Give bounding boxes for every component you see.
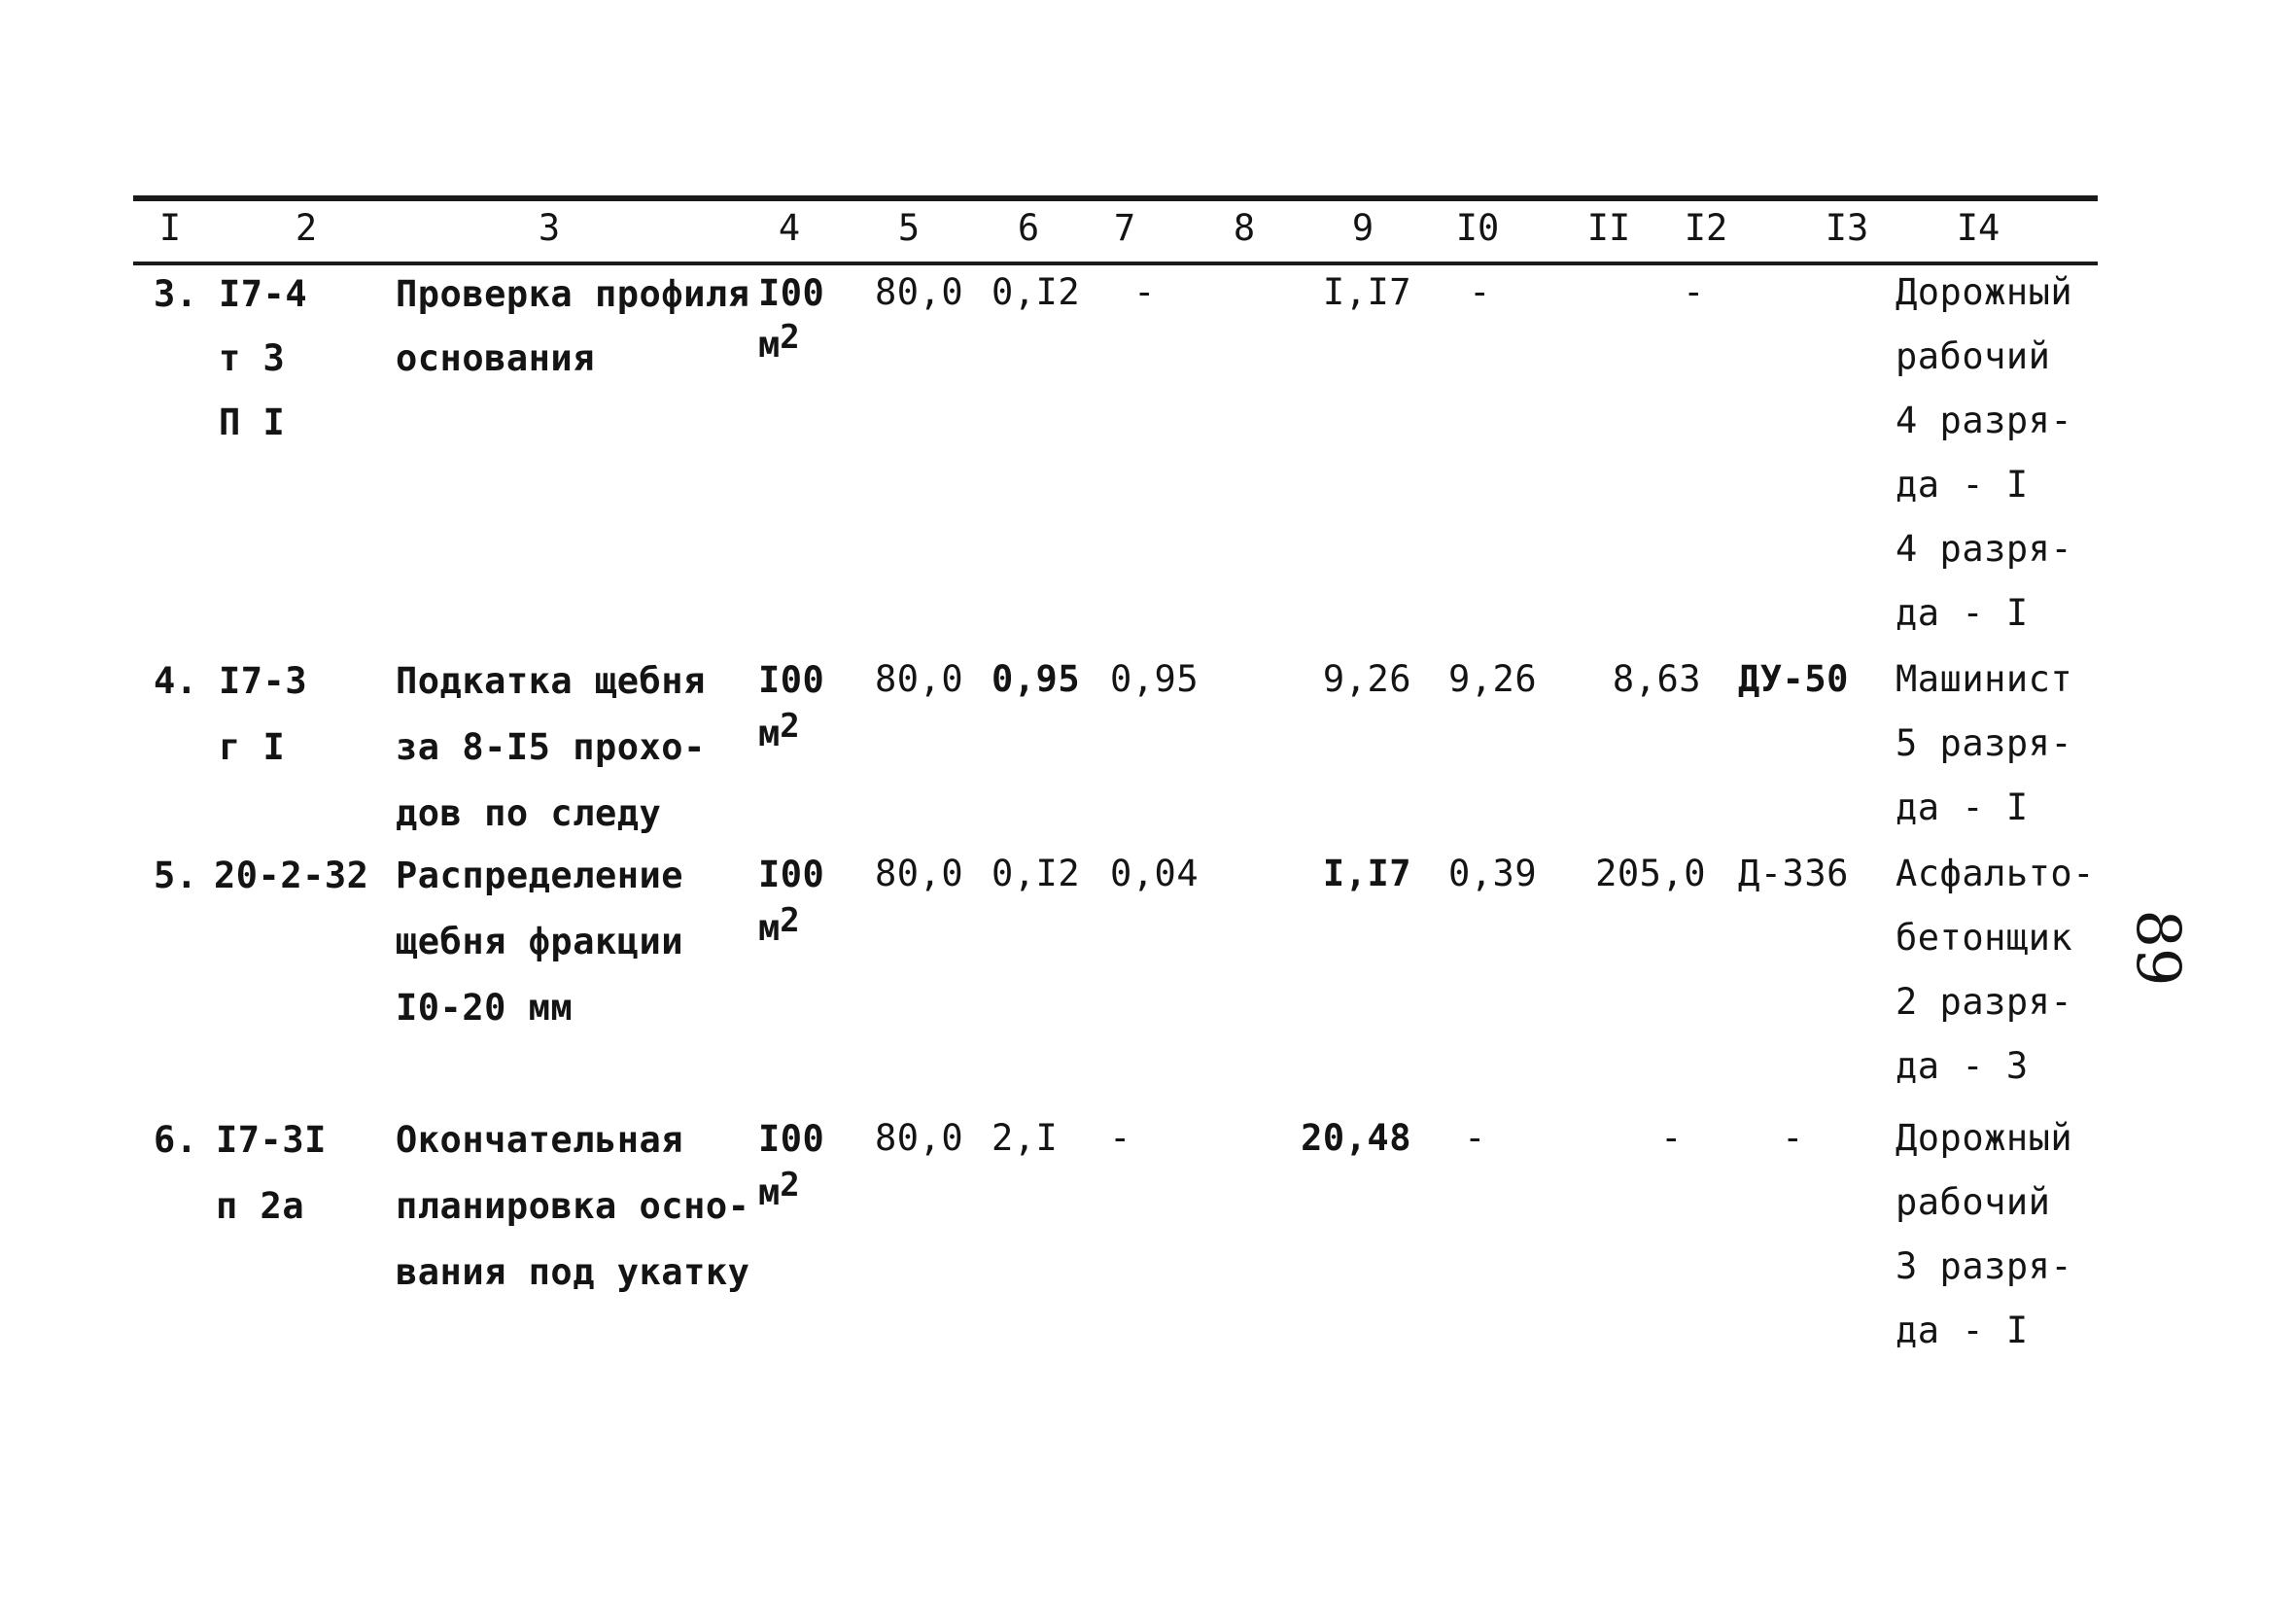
col5-value: 80,0 [875, 1117, 964, 1159]
worker-line: да - I [1896, 786, 2029, 828]
norm-code-line: I7-3I [216, 1119, 327, 1161]
col9-value: I,I7 [1322, 853, 1411, 894]
unit-symbol: $м^2$ [758, 707, 800, 754]
work-name-line: планировка осно- [396, 1185, 750, 1227]
work-name-line: Окончательная [396, 1119, 684, 1161]
unit-symbol: $м^2$ [758, 901, 800, 949]
col13-value: Д-336 [1738, 853, 1849, 894]
col12-value: - [1683, 271, 1705, 313]
norm-code-line: I7-3 [219, 660, 308, 702]
row-number: 3. [154, 273, 198, 315]
column-header-13: I3 [1825, 207, 1869, 249]
worker-line: да - I [1896, 464, 2029, 506]
norm-code-line: I7-4 [219, 273, 308, 315]
work-name-line: Распределение [396, 855, 684, 896]
col10-value: - [1464, 1117, 1486, 1159]
unit-value: I00 [758, 1118, 825, 1160]
worker-line: 4 разря- [1896, 528, 2073, 570]
col10-value: - [1469, 271, 1491, 313]
col6-value: 0,I2 [991, 853, 1081, 894]
col9-value: 20,48 [1301, 1117, 1411, 1159]
worker-line: Дорожный [1896, 1117, 2073, 1159]
row-number: 5. [154, 855, 198, 896]
col10-value: 0,39 [1448, 853, 1538, 894]
column-header-9: 9 [1351, 207, 1374, 249]
unit-value: I00 [758, 854, 825, 895]
unit-value: I00 [758, 272, 825, 314]
column-header-7: 7 [1113, 207, 1136, 249]
worker-line: бетонщик [1896, 917, 2073, 959]
norm-code-line: 20-2-32 [214, 855, 369, 896]
norm-code-line: п 2а [216, 1185, 305, 1227]
column-header-4: 4 [778, 207, 801, 249]
column-header-11: II [1586, 207, 1631, 249]
work-name-line: щебня фракции [396, 921, 684, 962]
norm-code-line: П I [219, 402, 286, 443]
col11-value: 205,0 [1595, 853, 1706, 894]
col10-value: 9,26 [1448, 658, 1538, 700]
column-header-5: 5 [897, 207, 921, 249]
col9-value: I,I7 [1322, 271, 1411, 313]
column-header-2: 2 [295, 207, 318, 249]
norm-code-line: т 3 [219, 337, 286, 379]
column-header-6: 6 [1017, 207, 1040, 249]
col13-value: - [1782, 1117, 1804, 1159]
col5-value: 80,0 [875, 271, 964, 313]
column-header-8: 8 [1233, 207, 1256, 249]
col5-value: 80,0 [875, 853, 964, 894]
col13-value: ДУ-50 [1738, 658, 1849, 700]
col12-value: - [1660, 1117, 1683, 1159]
column-header-3: 3 [538, 207, 561, 249]
worker-line: 5 разря- [1896, 722, 2073, 764]
unit-value: I00 [758, 659, 825, 701]
page-number: 89 [2123, 909, 2194, 987]
col6-value: 2,I [991, 1117, 1059, 1159]
unit-symbol: $м^2$ [758, 318, 800, 366]
worker-line: рабочий [1896, 335, 2051, 377]
col7-value: 0,04 [1110, 853, 1200, 894]
worker-line: да - I [1896, 592, 2029, 634]
col9-value: 9,26 [1322, 658, 1411, 700]
work-name-line: вания под укатку [396, 1251, 750, 1293]
worker-line: 3 разря- [1896, 1245, 2073, 1287]
worker-line: Асфальто- [1896, 853, 2095, 894]
col12-value: 8,63 [1612, 658, 1701, 700]
worker-line: Машинист [1896, 658, 2073, 700]
worker-line: рабочий [1896, 1181, 2051, 1223]
col7-value: - [1133, 271, 1156, 313]
col7-value: 0,95 [1110, 658, 1200, 700]
work-name-line: за 8-I5 прохо- [396, 726, 706, 768]
norm-code-line: г I [219, 726, 286, 768]
work-name-line: I0-20 мм [396, 987, 574, 1029]
column-header-12: I2 [1684, 207, 1728, 249]
worker-line: да - I [1896, 1310, 2029, 1351]
worker-line: 4 разря- [1896, 400, 2073, 441]
column-header-10: I0 [1455, 207, 1500, 249]
work-name-line: дов по следу [396, 792, 662, 834]
work-name-line: Подкатка щебня [396, 660, 706, 702]
work-name-line: Проверка профиля [396, 273, 750, 315]
column-header-14: I4 [1956, 207, 2000, 249]
unit-symbol: $м^2$ [758, 1166, 800, 1213]
row-number: 6. [154, 1119, 198, 1161]
worker-line: 2 разря- [1896, 981, 2073, 1023]
worker-line: Дорожный [1896, 271, 2073, 313]
row-number: 4. [154, 660, 198, 702]
col5-value: 80,0 [875, 658, 964, 700]
worker-line: да - 3 [1896, 1045, 2029, 1087]
work-name-line: основания [396, 337, 595, 379]
column-header-1: I [158, 207, 182, 249]
col7-value: - [1109, 1117, 1131, 1159]
col6-value: 0,95 [991, 658, 1081, 700]
col6-value: 0,I2 [991, 271, 1081, 313]
